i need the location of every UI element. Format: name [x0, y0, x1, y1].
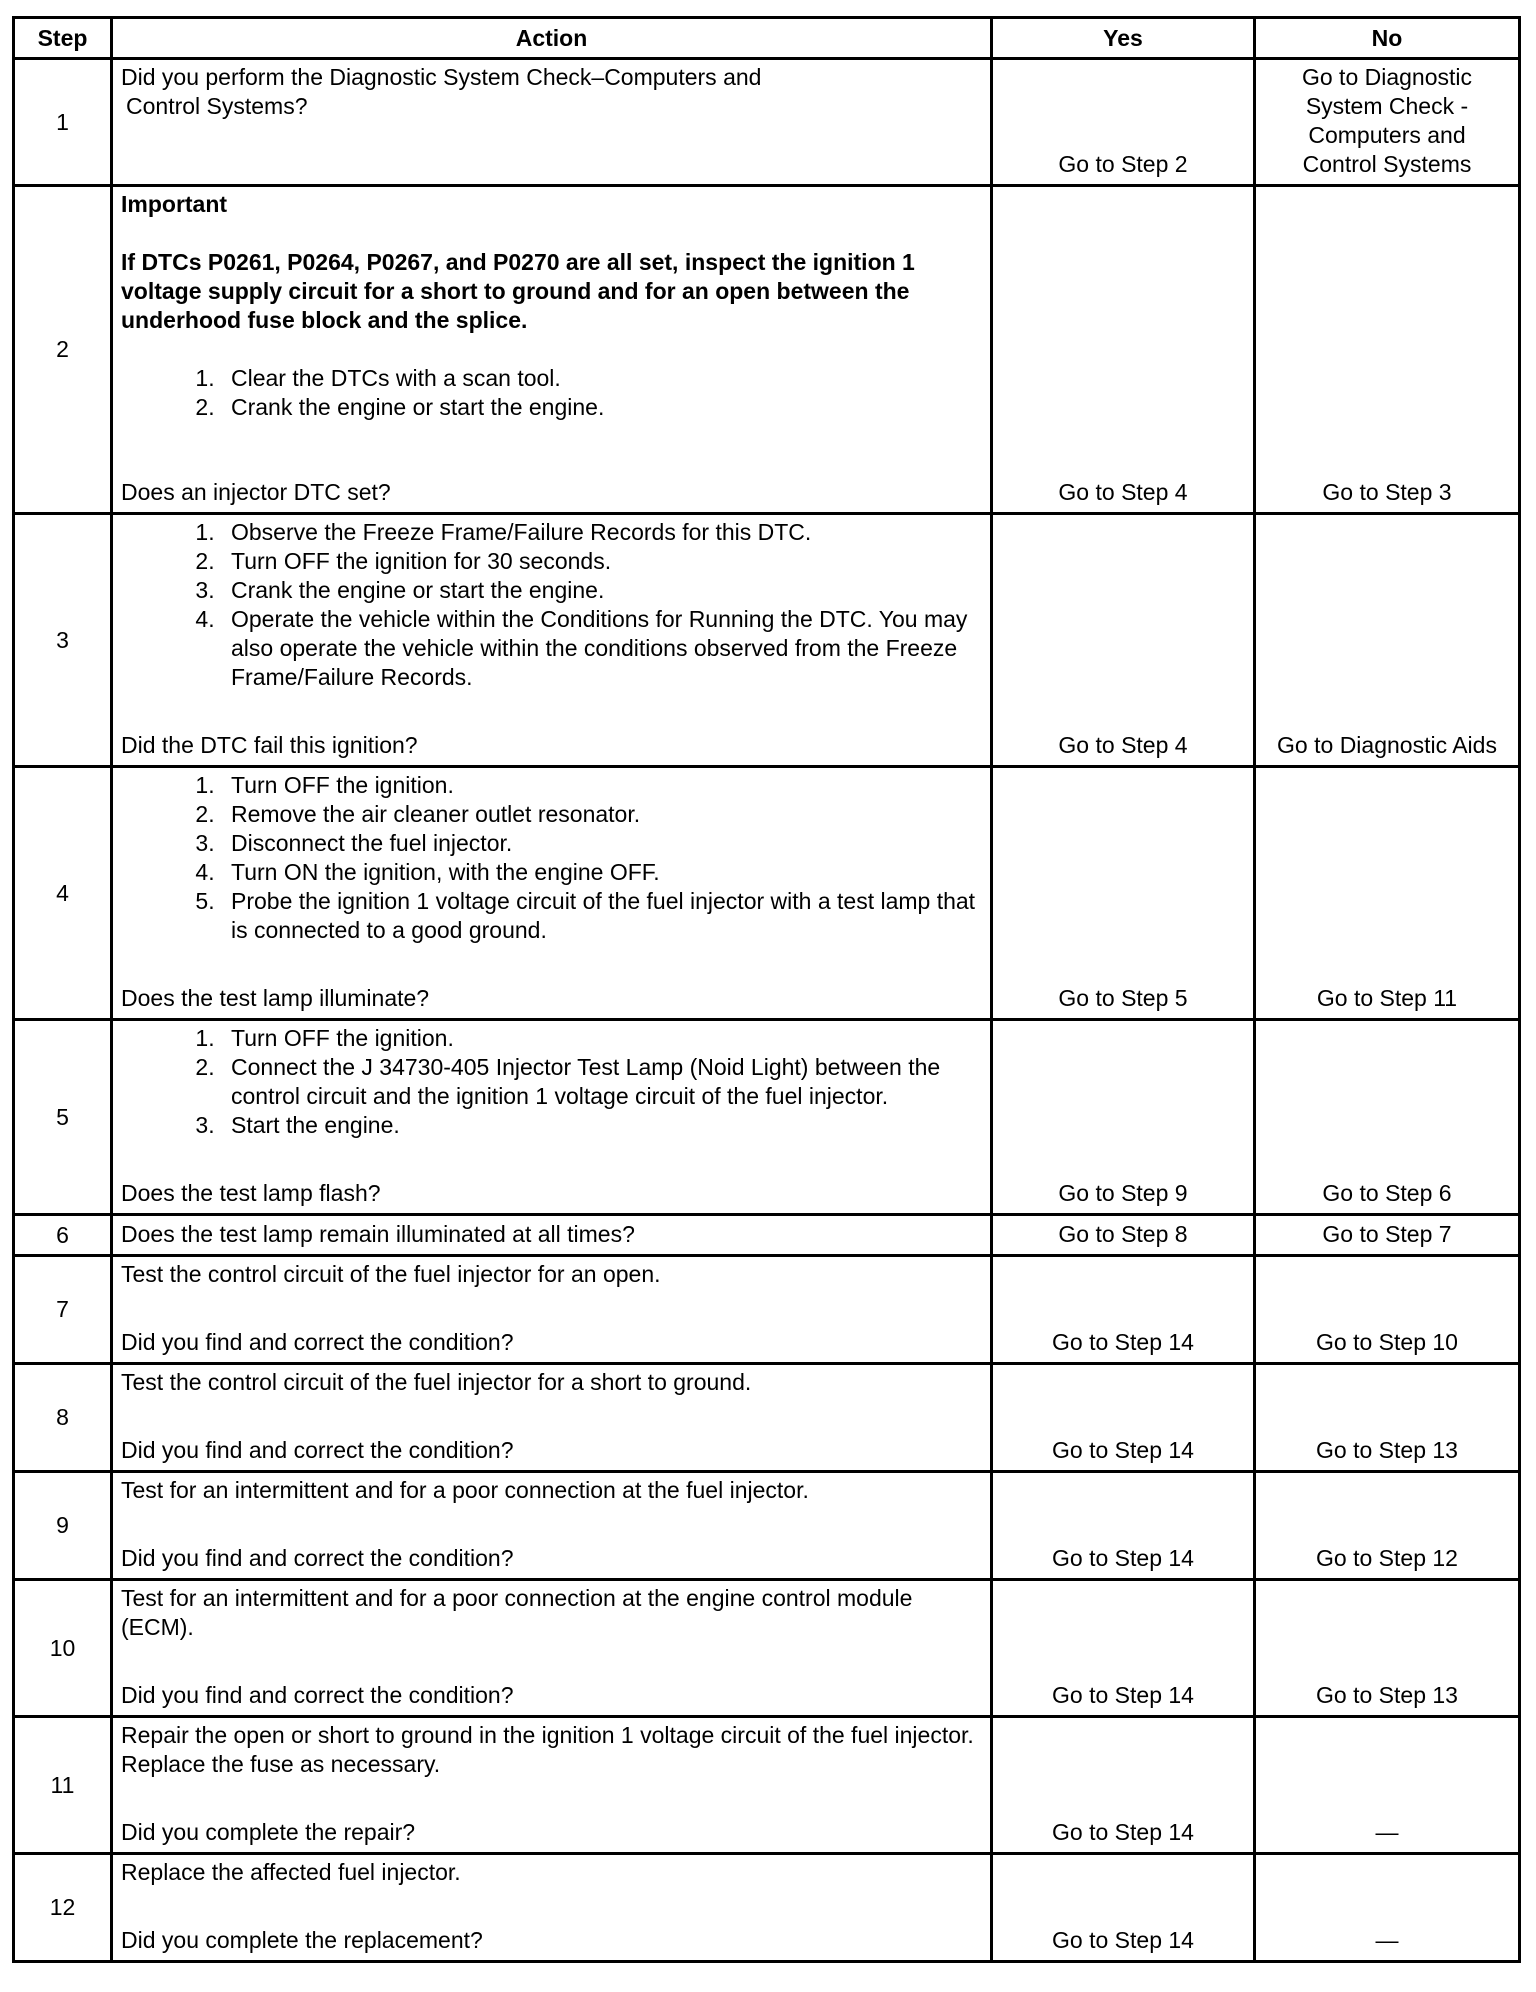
action-question: Does the test lamp flash? — [121, 1180, 381, 1206]
step-number: 8 — [14, 1364, 112, 1472]
list-item: 1. Clear the DTCs with a scan tool. — [221, 364, 980, 393]
action-question: Did you find and correct the condition? — [121, 1682, 514, 1708]
action-question: Does the test lamp remain illuminated at all times? — [121, 1220, 635, 1247]
action-cell — [112, 1717, 992, 1854]
list-item: 2. Connect the J 34730-405 Injector Test Lamp (Noid Light) between the control circuit and the ignition 1 voltage circuit of the fuel injector. — [221, 1053, 980, 1111]
action-cell — [112, 1215, 992, 1256]
list-item: 2. Turn OFF the ignition for 30 seconds. — [221, 547, 980, 576]
action-question: Did the DTC fail this ignition? — [121, 732, 418, 758]
no-cell: Go to Step 7 — [1255, 1215, 1520, 1256]
important-text: If DTCs P0261, P0264, P0267, and P0270 are all set, inspect the ignition 1 voltage supply circuit for a short to ground and for an open between the underhood fuse block and the splice. — [121, 249, 915, 333]
action-question: Does the test lamp illuminate? — [121, 985, 430, 1011]
yes-cell: Go to Step 14 — [992, 1580, 1255, 1717]
table-row — [14, 1854, 1520, 1962]
step-number: 3 — [14, 514, 112, 767]
header-row — [14, 18, 1520, 59]
action-question: Does an injector DTC set? — [121, 479, 391, 505]
yes-cell: Go to Step 2 — [992, 59, 1255, 186]
list-item: 3. Crank the engine or start the engine. — [221, 576, 980, 605]
action-intro: Did you perform the Diagnostic System Check–Computers and — [121, 64, 762, 90]
step-number: 1 — [14, 59, 112, 186]
procedure-list — [121, 771, 980, 945]
procedure-list — [121, 1024, 980, 1140]
action-intro: Test for an intermittent and for a poor connection at the engine control module (ECM). — [121, 1585, 913, 1640]
action-cell — [112, 767, 992, 1020]
header-step: Step — [14, 18, 112, 59]
yes-cell: Go to Step 14 — [992, 1717, 1255, 1854]
action-intro: Test for an intermittent and for a poor connection at the fuel injector. — [121, 1477, 809, 1503]
action-question: Did you complete the replacement? — [121, 1927, 483, 1953]
important-label: Important — [121, 191, 228, 217]
action-cell — [112, 59, 992, 186]
action-cell — [112, 1364, 992, 1472]
action-intro: Replace the affected fuel injector. — [121, 1859, 461, 1885]
no-cell: — — [1255, 1854, 1520, 1962]
step-number: 2 — [14, 186, 112, 514]
no-cell: Go to Step 10 — [1255, 1256, 1520, 1364]
step-number: 12 — [14, 1854, 112, 1962]
yes-cell: Go to Step 4 — [992, 514, 1255, 767]
list-item: 1. Turn OFF the ignition. — [221, 1024, 980, 1053]
action-intro: Test the control circuit of the fuel injector for an open. — [121, 1261, 661, 1287]
diagnostic-table — [12, 16, 1521, 1963]
action-cell — [112, 514, 992, 767]
procedure-list — [121, 364, 980, 422]
list-item: 2. Remove the air cleaner outlet resonator. — [221, 800, 980, 829]
list-item: 4. Turn ON the ignition, with the engine OFF. — [221, 858, 980, 887]
no-cell — [1255, 59, 1520, 186]
table-row — [14, 1717, 1520, 1854]
no-cell: Go to Step 6 — [1255, 1020, 1520, 1215]
header-yes: Yes — [992, 18, 1255, 59]
action-intro: Repair the open or short to ground in the ignition 1 voltage circuit of the fuel injector. Replace the fuse as necessary. — [121, 1722, 974, 1777]
table-row — [14, 514, 1520, 767]
no-cell: Go to Step 3 — [1255, 186, 1520, 514]
action-cell — [112, 1020, 992, 1215]
table-row — [14, 59, 1520, 186]
action-question: Did you find and correct the condition? — [121, 1437, 514, 1463]
yes-cell: Go to Step 9 — [992, 1020, 1255, 1215]
no-cell: — — [1255, 1717, 1520, 1854]
list-item: 3. Disconnect the fuel injector. — [221, 829, 980, 858]
step-number: 4 — [14, 767, 112, 1020]
no-cell: Go to Step 13 — [1255, 1364, 1520, 1472]
list-item: 2. Crank the engine or start the engine. — [221, 393, 980, 422]
header-no: No — [1255, 18, 1520, 59]
table-row — [14, 1020, 1520, 1215]
table-row — [14, 186, 1520, 514]
list-item: 1. Turn OFF the ignition. — [221, 771, 980, 800]
step-number: 11 — [14, 1717, 112, 1854]
step-number: 9 — [14, 1472, 112, 1580]
step-number: 5 — [14, 1020, 112, 1215]
step-number: 7 — [14, 1256, 112, 1364]
yes-cell: Go to Step 14 — [992, 1854, 1255, 1962]
step-number: 6 — [14, 1215, 112, 1256]
yes-cell: Go to Step 4 — [992, 186, 1255, 514]
table-row — [14, 1364, 1520, 1472]
table-row — [14, 767, 1520, 1020]
no-line: Computers and — [1308, 122, 1466, 148]
action-question: Did you find and correct the condition? — [121, 1545, 514, 1571]
action-question: Did you find and correct the condition? — [121, 1329, 514, 1355]
yes-cell: Go to Step 14 — [992, 1364, 1255, 1472]
no-cell: Go to Step 13 — [1255, 1580, 1520, 1717]
no-cell: Go to Diagnostic Aids — [1255, 514, 1520, 767]
procedure-list — [121, 518, 980, 692]
list-item: 5. Probe the ignition 1 voltage circuit of the fuel injector with a test lamp that is connected to a good ground. — [221, 887, 980, 945]
no-line: Go to Diagnostic — [1301, 64, 1473, 90]
yes-cell: Go to Step 14 — [992, 1472, 1255, 1580]
action-cell — [112, 1580, 992, 1717]
table-row — [14, 1256, 1520, 1364]
action-intro-cont: Control Systems? — [126, 93, 308, 119]
header-action: Action — [112, 18, 992, 59]
list-item: 4. Operate the vehicle within the Conditions for Running the DTC. You may also operate the vehicle within the conditions observed from the Freeze Frame/Failure Records. — [221, 605, 980, 692]
list-item: 1. Observe the Freeze Frame/Failure Records for this DTC. — [221, 518, 980, 547]
diagnostic-table-container — [12, 16, 1518, 1963]
action-cell — [112, 186, 992, 514]
table-row — [14, 1215, 1520, 1256]
yes-cell: Go to Step 14 — [992, 1256, 1255, 1364]
action-question: Did you complete the repair? — [121, 1819, 416, 1845]
action-intro: Test the control circuit of the fuel injector for a short to ground. — [121, 1369, 752, 1395]
no-cell: Go to Step 12 — [1255, 1472, 1520, 1580]
no-cell: Go to Step 11 — [1255, 767, 1520, 1020]
list-item: 3. Start the engine. — [221, 1111, 980, 1140]
no-line: System Check - — [1305, 93, 1469, 119]
yes-cell: Go to Step 5 — [992, 767, 1255, 1020]
action-cell — [112, 1472, 992, 1580]
action-cell — [112, 1854, 992, 1962]
table-row — [14, 1580, 1520, 1717]
yes-cell: Go to Step 8 — [992, 1215, 1255, 1256]
step-number: 10 — [14, 1580, 112, 1717]
no-line: Control Systems — [1302, 151, 1472, 177]
table-row — [14, 1472, 1520, 1580]
action-cell — [112, 1256, 992, 1364]
